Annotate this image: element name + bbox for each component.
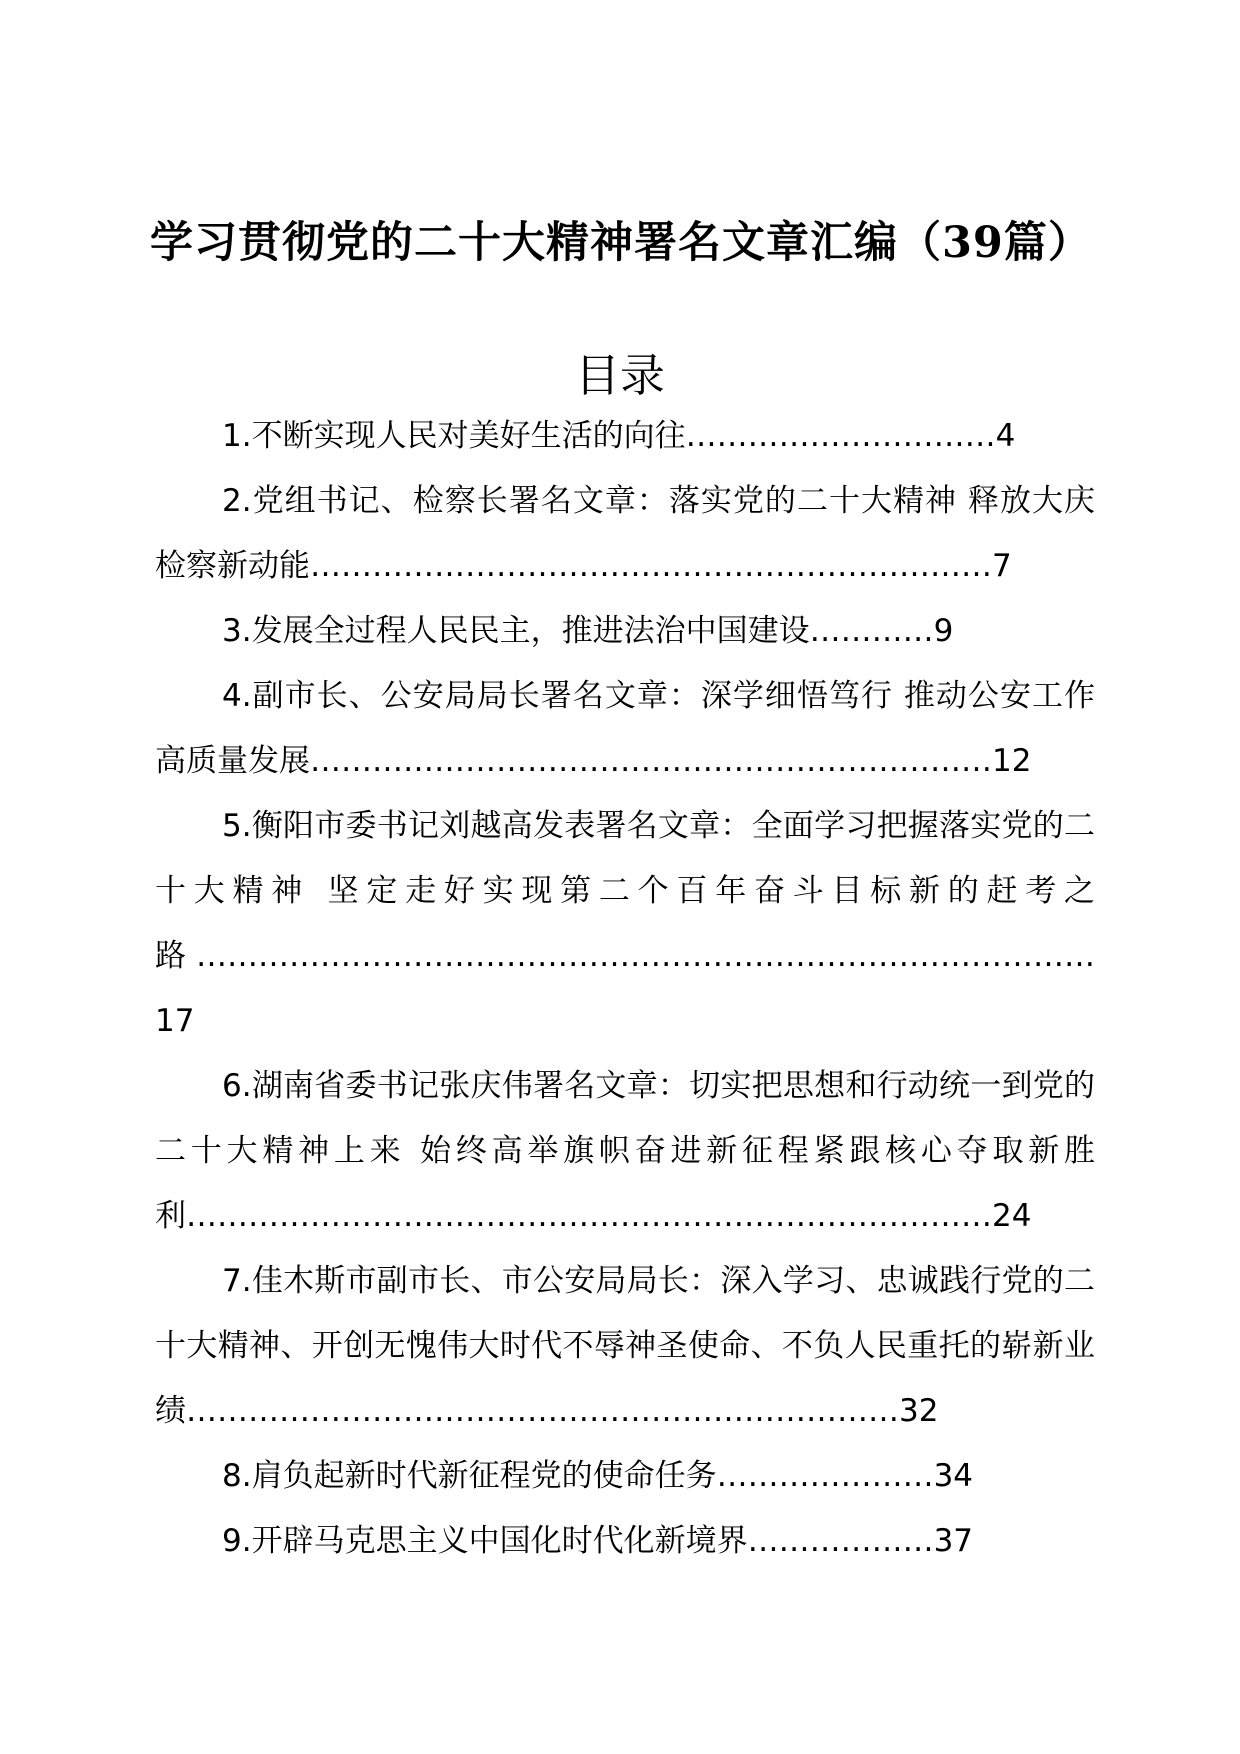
toc-page-number: 32 <box>899 1393 939 1429</box>
toc-entry-text: 4.副市长、公安局局长署名文章：深学细悟笃行 推动公安工作高质量发展 <box>155 678 1095 779</box>
toc-leader-dots: ………………………………………………………… <box>310 743 992 779</box>
toc-page-number: 7 <box>992 548 1012 584</box>
toc-entry-text: 1.不断实现人民对美好生活的向往 <box>222 418 686 454</box>
toc-page-number: 9 <box>933 613 954 649</box>
toc-leader-dots: ………………… <box>716 1458 934 1494</box>
toc-page-number: 24 <box>992 1198 1032 1234</box>
toc-entry-text: 8.肩负起新时代新征程党的使命任务 <box>222 1458 717 1494</box>
toc-leader-dots: ………… <box>809 613 934 649</box>
document-title: 学习贯彻党的二十大精神署名文章汇编（39篇） <box>150 218 1092 268</box>
toc-page-number: 17 <box>155 1003 195 1039</box>
toc-entry-text: 7.佳木斯市副市长、市公安局局长：深入学习、忠诚践行党的二十大精神、开创无愧伟大时代不辱神圣使命、不负人民重托的崭新业绩 <box>155 1263 1095 1429</box>
toc-entry-text: 2.党组书记、检察长署名文章：落实党的二十大精神 释放大庆检察新动能 <box>155 483 1095 584</box>
toc-leader-dots: …………………………………………………………………………… <box>196 938 1095 974</box>
toc-entry[interactable] <box>155 664 1095 794</box>
table-of-contents <box>155 404 1095 1574</box>
toc-page-number: 37 <box>933 1523 974 1559</box>
toc-entry[interactable] <box>155 1444 1095 1509</box>
toc-page-number: 4 <box>995 418 1016 454</box>
toc-entry[interactable] <box>155 1249 1095 1444</box>
toc-entry-text: 6.湖南省委书记张庆伟署名文章：切实把思想和行动统一到党的二十大精神上来 始终高举旗帜奋进新征程紧跟核心夺取新胜利 <box>155 1068 1095 1234</box>
toc-heading: 目录 <box>574 349 665 402</box>
toc-page-number: 12 <box>992 743 1032 779</box>
toc-leader-dots: ………………………… <box>685 418 996 454</box>
toc-leader-dots: …………………………………………………………… <box>186 1393 899 1429</box>
toc-leader-dots: ……………… <box>747 1523 934 1559</box>
toc-leader-dots: …………………………………………………………………… <box>186 1198 992 1234</box>
toc-entry[interactable] <box>155 469 1095 599</box>
toc-entry[interactable] <box>155 404 1095 469</box>
toc-entry[interactable] <box>155 1509 1095 1574</box>
toc-leader-dots: ………………………………………………………… <box>310 548 992 584</box>
toc-entry[interactable] <box>155 794 1095 1054</box>
toc-entry[interactable] <box>155 1054 1095 1249</box>
toc-entry-text: 3.发展全过程人民民主，推进法治中国建设 <box>222 613 810 649</box>
toc-page-number: 34 <box>933 1458 974 1494</box>
toc-entry-text: 9.开辟马克思主义中国化时代化新境界 <box>222 1523 748 1559</box>
toc-entry-text: 5.衡阳市委书记刘越高发表署名文章：全面学习把握落实党的二十大精神 坚定走好实现第二个百年奋斗目标新的赶考之路 <box>155 808 1095 974</box>
toc-entry[interactable] <box>155 599 1095 664</box>
